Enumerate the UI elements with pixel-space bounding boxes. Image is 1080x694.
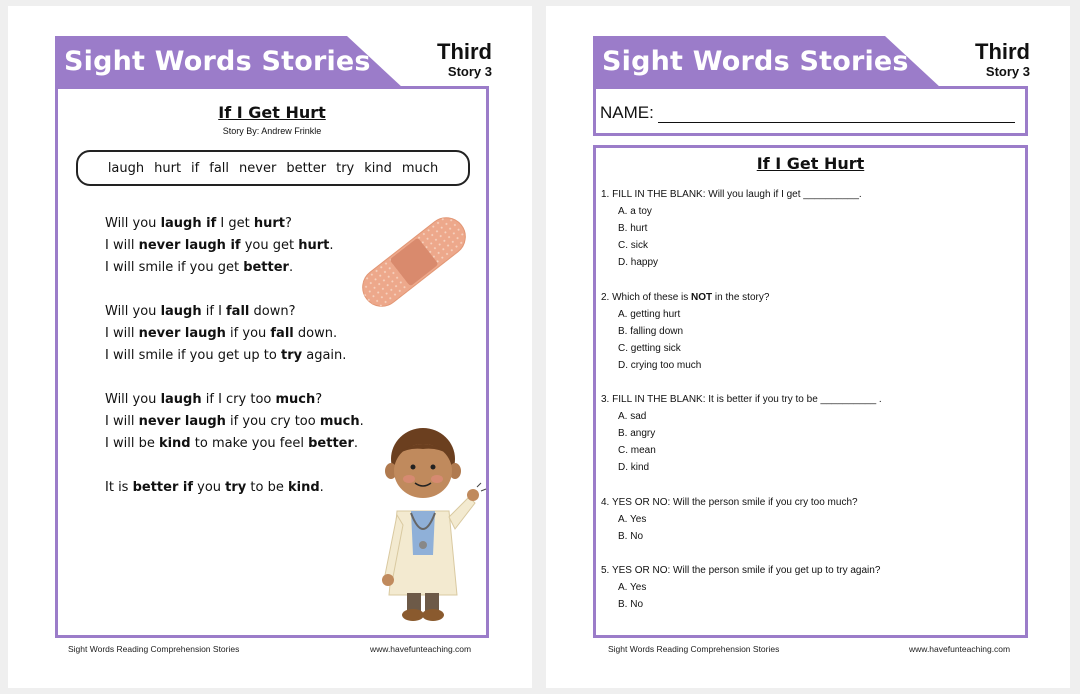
story-line — [105, 411, 364, 433]
name-input-line[interactable] — [658, 122, 1015, 123]
story-text: to be — [246, 480, 288, 495]
grade-level: Third — [437, 39, 492, 64]
answer-option[interactable]: A. Yes — [618, 514, 647, 525]
answer-option[interactable]: A. a toy — [618, 206, 652, 217]
stem-text: 1. FILL IN THE BLANK: Will you laugh if I get __________. — [601, 189, 862, 200]
story-text: ? — [315, 392, 323, 407]
story-text: I will smile if you get up to — [105, 348, 281, 363]
name-frame — [593, 86, 1028, 136]
story-text: . — [288, 260, 294, 275]
story-text: if I cry too — [201, 392, 276, 407]
question-stem — [601, 562, 880, 579]
story-text: I will — [105, 414, 139, 429]
worksheet-page — [546, 6, 1070, 688]
grade-level: Third — [975, 39, 1030, 64]
question-4 — [601, 494, 858, 545]
question-stem — [601, 391, 882, 408]
sight-word-bold: much — [319, 414, 360, 429]
grade-label — [975, 40, 1030, 80]
sight-word-bold: kind — [287, 480, 320, 495]
story-text: to make you feel — [190, 436, 309, 451]
answer-option[interactable]: A. Yes — [618, 582, 647, 593]
sight-word-bold: hurt — [298, 238, 330, 253]
sight-word: if — [191, 160, 200, 176]
question-1 — [601, 186, 862, 271]
question-stem — [601, 494, 858, 511]
stem-text: 2. Which of these is — [601, 292, 692, 303]
answer-option[interactable]: D. crying too much — [618, 360, 702, 371]
answer-option[interactable]: C. sick — [618, 240, 648, 251]
sight-word-bold: never laugh — [138, 414, 226, 429]
story-text: down? — [249, 304, 296, 319]
banner-title: Sight Words Stories — [602, 46, 909, 77]
question-stem — [601, 289, 769, 306]
footer-series: Sight Words Reading Comprehension Stories — [608, 644, 780, 654]
story-text: if I — [201, 304, 227, 319]
story-text: down. — [293, 326, 338, 341]
story-page — [8, 6, 532, 688]
story-line — [105, 477, 324, 499]
story-text: you get — [240, 238, 299, 253]
sight-word: better — [286, 160, 327, 176]
sight-word-bold: better — [308, 436, 354, 451]
sight-word-bold: try — [280, 348, 303, 363]
story-text: I will be — [105, 436, 159, 451]
story-text: ? — [284, 216, 292, 231]
sight-word-bold: try — [225, 480, 247, 495]
answer-option[interactable]: B. falling down — [618, 326, 684, 337]
stem-text: 3. FILL IN THE BLANK: It is better if you try to be __________ . — [601, 394, 882, 405]
sight-word-bold: fall — [270, 326, 294, 341]
answer-option[interactable]: B. angry — [618, 428, 656, 439]
grade-label — [437, 40, 492, 80]
story-text: again. — [302, 348, 347, 363]
story-text: Will you — [105, 392, 161, 407]
sight-word-bold: kind — [158, 436, 191, 451]
sight-word-bold: laugh — [160, 392, 202, 407]
answer-option[interactable]: B. No — [618, 599, 644, 610]
stem-text: 4. YES OR NO: Will the person smile if you cry too much? — [601, 497, 858, 508]
stem-emphasis: NOT — [691, 292, 713, 303]
story-line — [105, 345, 346, 367]
story-title: If I Get Hurt — [218, 103, 326, 122]
sight-word-bold: much — [275, 392, 316, 407]
story-text: I will — [105, 326, 139, 341]
answer-option[interactable]: B. hurt — [618, 223, 648, 234]
sight-word-bold: never laugh — [138, 326, 226, 341]
story-line — [105, 213, 333, 235]
story-text: if you — [225, 326, 271, 341]
stanza-4 — [105, 477, 324, 499]
sight-word-bold: never laugh if — [138, 238, 241, 253]
stanza-2 — [105, 301, 346, 367]
sight-word-bold: laugh — [160, 304, 202, 319]
story-text: I will — [105, 238, 139, 253]
answer-option[interactable]: C. mean — [618, 445, 656, 456]
story-line — [105, 389, 364, 411]
sight-word: kind — [364, 160, 392, 176]
quiz-title: If I Get Hurt — [756, 154, 865, 173]
title-banner — [55, 36, 403, 88]
story-text: I will smile if you get — [105, 260, 244, 275]
sight-word: much — [401, 160, 439, 176]
question-stem — [601, 186, 862, 203]
sight-word-bold: better if — [132, 480, 194, 495]
stanza-1 — [105, 213, 333, 279]
answer-option[interactable]: A. getting hurt — [618, 309, 681, 320]
story-text: I get — [216, 216, 254, 231]
bandage-illustration — [352, 207, 476, 317]
story-text: . — [359, 414, 364, 429]
stem-text: 5. YES OR NO: Will the person smile if you get up to try again? — [601, 565, 881, 576]
story-number: Story 3 — [447, 64, 492, 79]
story-text: you — [193, 480, 226, 495]
question-3 — [601, 391, 882, 476]
sight-word-bold: better — [243, 260, 289, 275]
question-2 — [601, 289, 769, 374]
answer-option[interactable]: D. happy — [618, 257, 659, 268]
story-text: Will you — [105, 304, 161, 319]
sight-word: try — [336, 160, 355, 176]
story-text: if you cry too — [225, 414, 320, 429]
story-text: . — [353, 436, 359, 451]
sight-word-bold: laugh if — [160, 216, 217, 231]
sight-word: laugh — [107, 160, 145, 176]
sight-word-box — [76, 150, 470, 186]
doctor-boy-illustration — [373, 425, 491, 627]
answer-option[interactable]: C. getting sick — [618, 343, 681, 354]
story-text: Will you — [105, 216, 161, 231]
story-byline: Story By: Andrew Frinkle — [222, 126, 322, 136]
name-label: NAME: — [600, 103, 654, 122]
story-line — [105, 323, 346, 345]
sight-word-bold: fall — [226, 304, 250, 319]
story-text: . — [319, 480, 324, 495]
sight-word-bold: hurt — [253, 216, 285, 231]
banner-title: Sight Words Stories — [64, 46, 371, 77]
story-text: . — [329, 238, 334, 253]
story-line — [105, 235, 333, 257]
title-banner — [593, 36, 941, 88]
stem-text: in the story? — [712, 292, 770, 303]
answer-option[interactable]: D. kind — [618, 462, 650, 473]
story-line — [105, 257, 333, 279]
story-number: Story 3 — [985, 64, 1030, 79]
story-line — [105, 433, 364, 455]
footer-website[interactable]: www.havefunteaching.com — [370, 644, 472, 654]
story-line — [105, 301, 346, 323]
story-text: It is — [105, 480, 133, 495]
footer-website[interactable]: www.havefunteaching.com — [909, 644, 1011, 654]
quiz-frame — [593, 145, 1028, 638]
footer-series: Sight Words Reading Comprehension Stories — [68, 644, 240, 654]
sight-word: fall — [209, 160, 230, 176]
answer-option[interactable]: A. sad — [618, 411, 647, 422]
sight-word: never — [239, 160, 277, 176]
stanza-3 — [105, 389, 364, 455]
story-frame — [55, 86, 489, 638]
sight-word: hurt — [154, 160, 182, 176]
answer-option[interactable]: B. No — [618, 531, 644, 542]
question-5 — [601, 562, 880, 613]
